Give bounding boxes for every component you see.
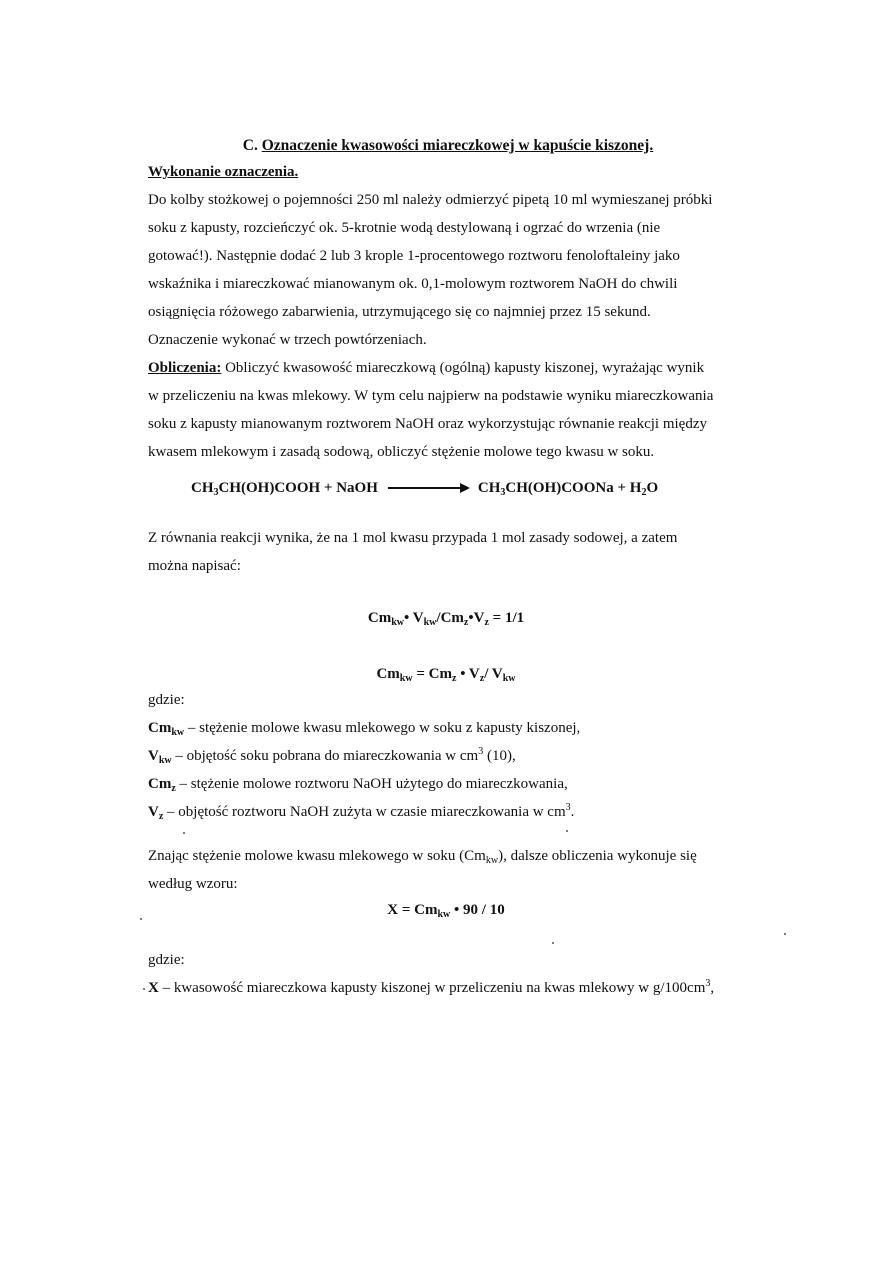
definition-item: $V_{kw}$ – objętość soku pobrana do miareczkowania w $cm^3$ (10), xyxy=(148,746,516,766)
procedure-line: Oznaczenie wykonać w trzech powtórzeniach. xyxy=(148,332,427,348)
scan-speck xyxy=(552,942,554,944)
calculations-line: w przeliczeniu na kwas mlekowy. W tym celu najpierw na podstawie wyniku miareczkowania xyxy=(148,388,714,404)
knowing-line: według wzoru: xyxy=(148,876,238,892)
formula-acidity: $X = Cm_{kw}$ • 90 / 10 xyxy=(387,902,505,920)
where-label: gdzie: xyxy=(148,952,185,968)
reaction-equation xyxy=(191,474,701,502)
procedure-line: gotować!). Następnie dodać 2 lub 3 krople 1-procentowego roztworu fenoloftaleiny jako xyxy=(148,248,680,264)
scan-speck xyxy=(784,933,786,935)
procedure-section xyxy=(148,158,738,466)
formula-concentration: $Cm_{kw} = Cm_z$ • $V_z/$ $V_{kw}$ xyxy=(376,666,516,684)
definition-item: X – kwasowość miareczkowa kapusty kiszonej w przeliczeniu na kwas mlekowy w $g/100cm^3$, xyxy=(148,978,715,996)
reaction-right: $CH_3CH(OH)COONa + H_2O$ xyxy=(477,480,659,498)
knowing-paragraph xyxy=(148,842,748,898)
knowing-line: Znając stężenie molowe kwasu mlekowego w soku $(Cm_{kw})$, dalsze obliczenia wykonuje się xyxy=(148,848,697,866)
calculations-label: Obliczenia: xyxy=(148,360,222,376)
scan-speck xyxy=(566,830,568,832)
section-title: Oznaczenie kwasowości miareczkowej w kapuście kiszonej. xyxy=(261,137,654,154)
section-letter: C. xyxy=(242,137,258,154)
definition-item: $V_z$ – objętość roztworu NaOH zużyta w czasie miareczkowania w $cm^3$. xyxy=(148,802,575,822)
procedure-line: wskaźnika i miareczkować mianowanym ok. 0,1-molowym roztworem NaOH do chwili xyxy=(148,276,678,292)
ratio-paragraph xyxy=(148,524,738,580)
scan-speck xyxy=(183,832,185,834)
section-heading xyxy=(188,132,708,160)
calculations-first-line xyxy=(148,354,738,382)
scan-speck xyxy=(140,918,142,920)
scan-speck xyxy=(143,988,145,990)
formula-ratio: $Cm_{kw}•$ $V_{kw}/Cm_z•V_z = 1/1$ xyxy=(367,610,525,628)
ratio-line: można napisać: xyxy=(148,558,241,574)
calculations-line: kwasem mlekowym i zasadą sodową, obliczyć stężenie molowe tego kwasu w soku. xyxy=(148,444,655,460)
reaction-left: $CH_3CH(OH)COOH$ + NaOH xyxy=(191,480,378,498)
reaction-arrow-icon xyxy=(388,487,468,489)
definition-item: $Cm_{kw}$ – stężenie molowe kwasu mlekowego w soku z kapusty kiszonej, xyxy=(148,720,581,738)
ratio-line: Z równania reakcji wynika, że na 1 mol kwasu przypada 1 mol zasady sodowej, a zatem xyxy=(148,530,678,546)
calculations-first-text: Obliczyć kwasowość miareczkową (ogólną) kapusty kiszonej, wyrażając wynik xyxy=(221,360,705,376)
procedure-line: Do kolby stożkowej o pojemności 250 ml należy odmierzyć pipetą 10 ml wymieszanej próbki xyxy=(148,192,713,208)
definition-item: $Cm_z$ – stężenie molowe roztworu NaOH użytego do miareczkowania, xyxy=(148,776,568,794)
procedure-line: soku z kapusty, rozcieńczyć ok. 5-krotnie wodą destylowaną i ogrzać do wrzenia (nie xyxy=(148,220,661,236)
definitions-list xyxy=(148,686,748,826)
definitions-list-2 xyxy=(148,946,778,1002)
calculations-line: soku z kapusty mianowanym roztworem NaOH oraz wykorzystując równanie reakcji między xyxy=(148,416,707,432)
procedure-line: osiągnięcia różowego zabarwienia, utrzymującego się co najmniej przez 15 sekund. xyxy=(148,304,651,320)
procedure-subheading: Wykonanie oznaczenia. xyxy=(148,164,299,180)
where-label: gdzie: xyxy=(148,692,185,708)
